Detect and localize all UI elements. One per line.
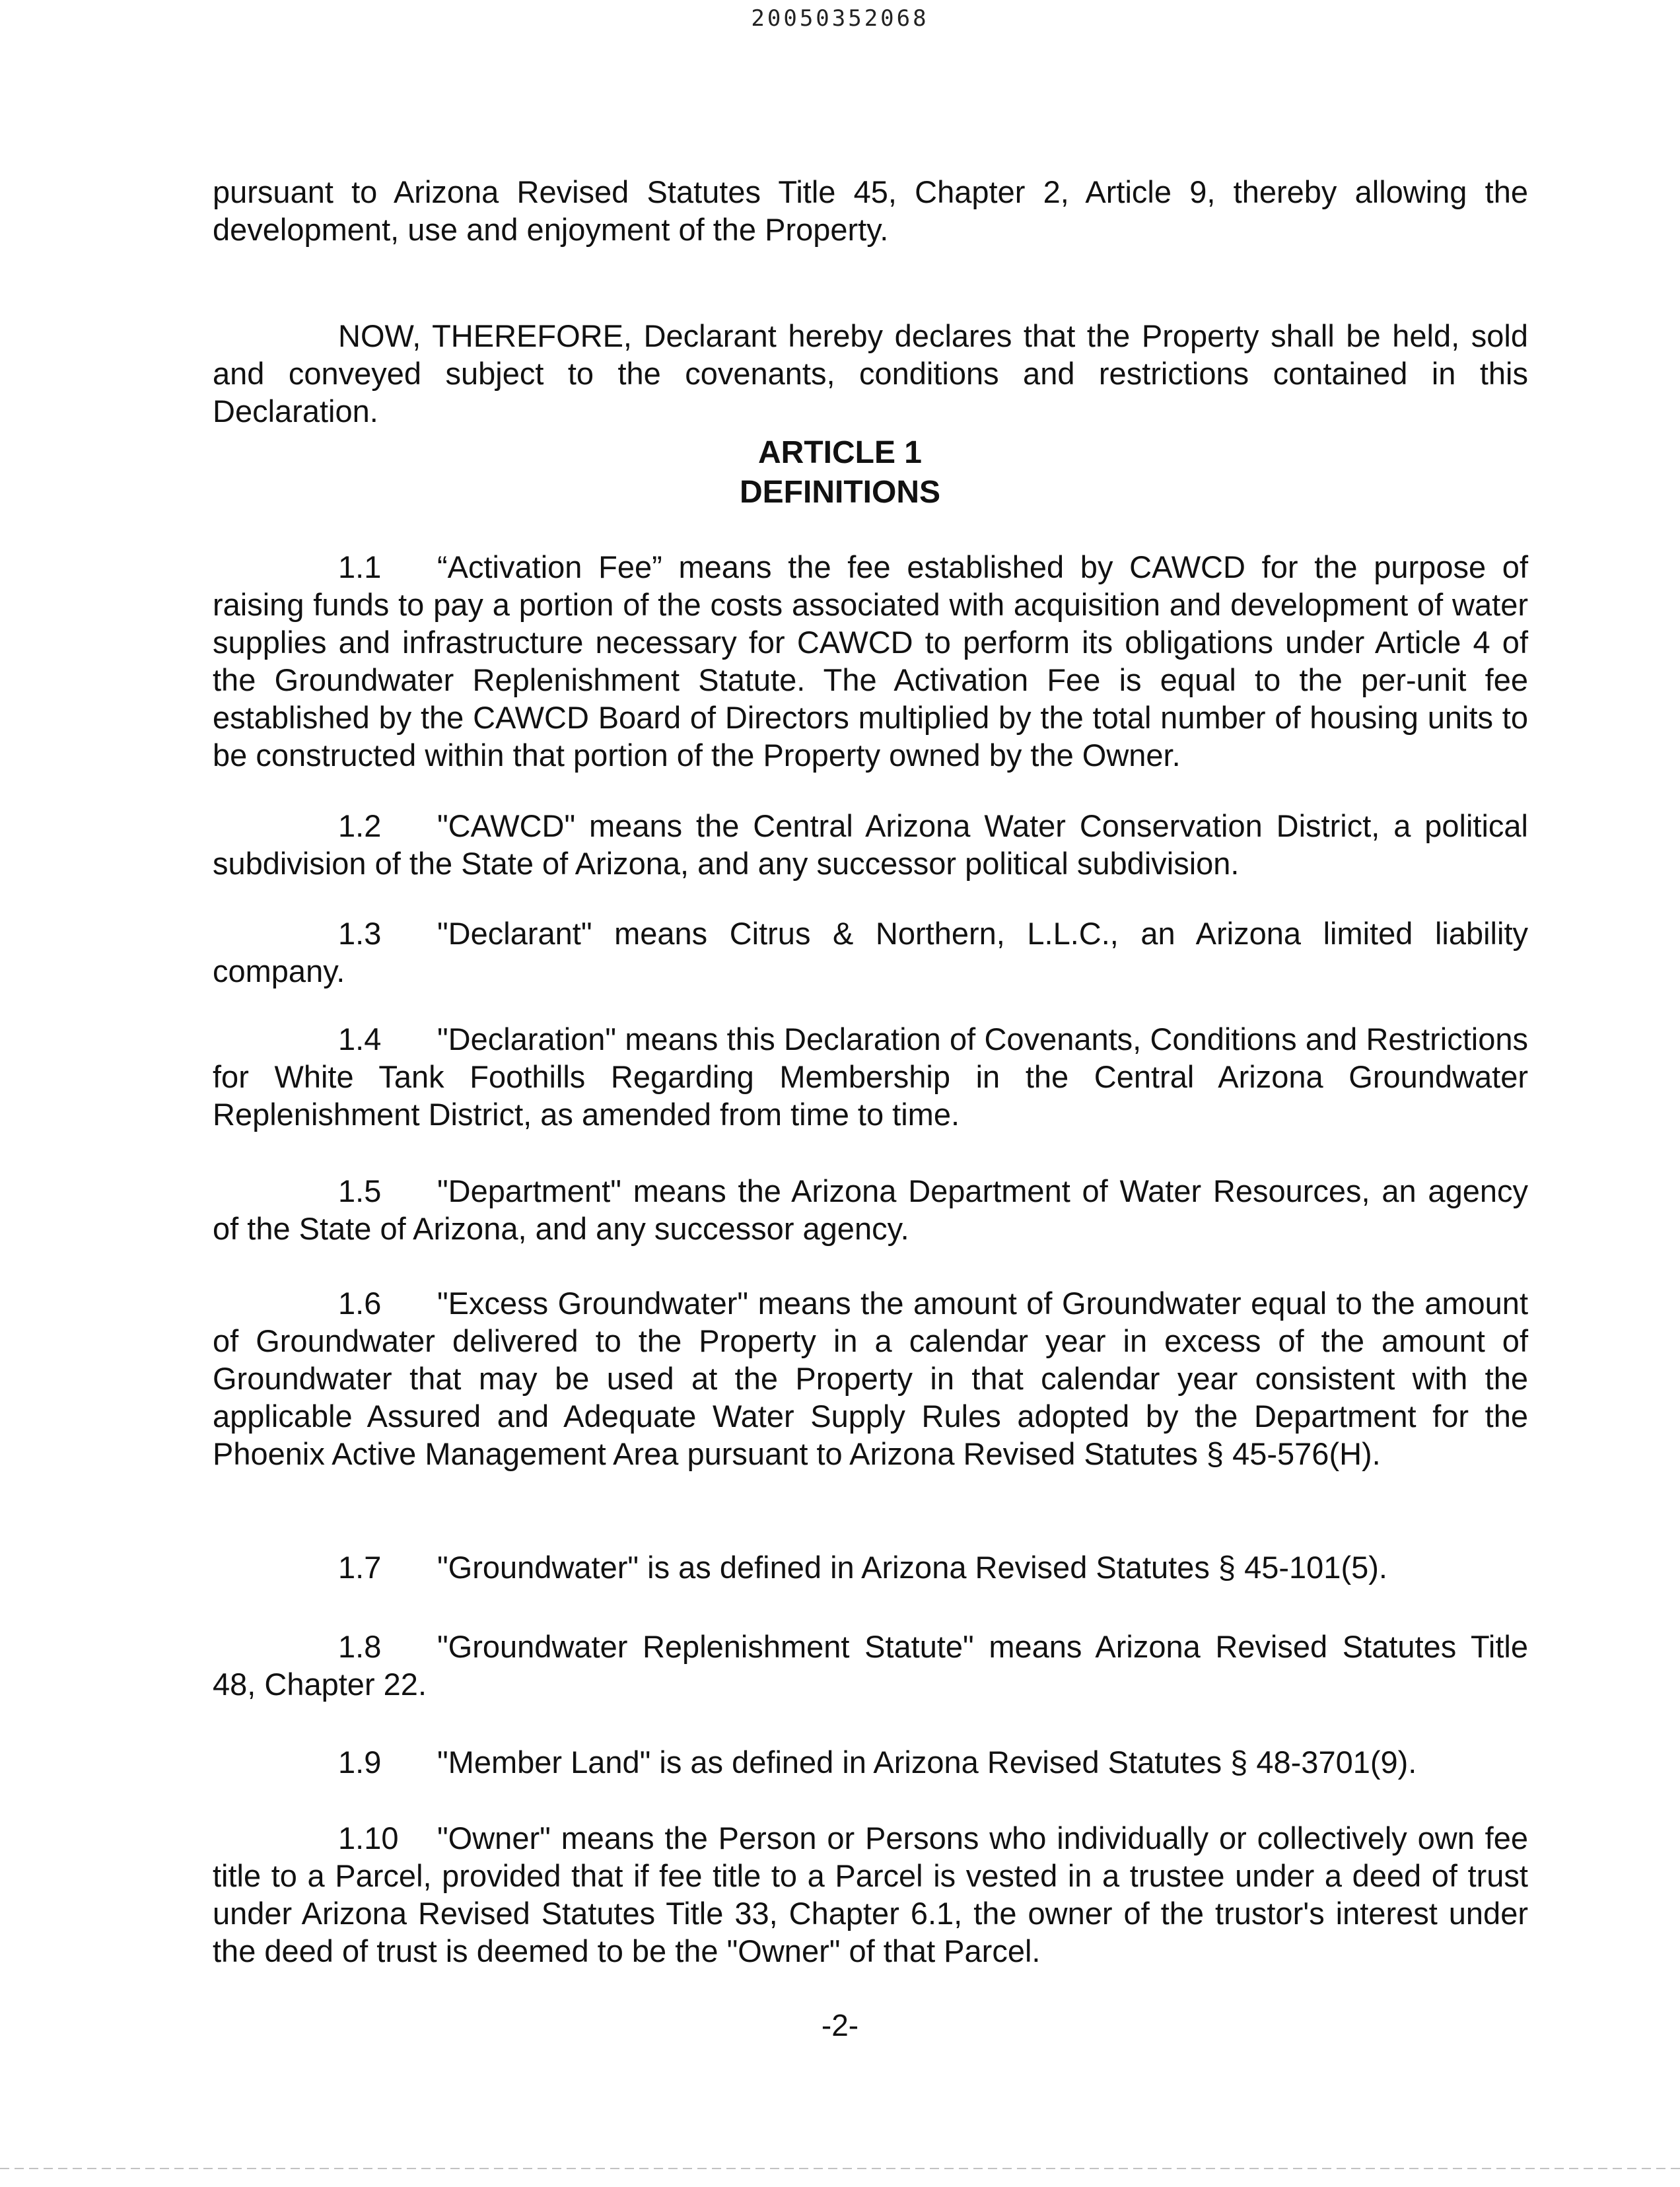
definition-1-10 bbox=[213, 1819, 1528, 1970]
definition-number: 1.6 bbox=[338, 1286, 382, 1321]
now-therefore-paragraph bbox=[213, 317, 1528, 430]
definition-1-2 bbox=[213, 807, 1528, 882]
definition-text: “Activation Fee” means the fee established by CAWCD for the purpose of raising funds to pay a portion of the costs associated with acquisition and development of water supplies and infrastructure necessary for CAWCD to perform its obligations under Article 4 of the Groundwater Replenishment Statute. The Activation Fee is equal to the per-unit fee established by the CAWCD Board of Directors multiplied by the total number of housing units to be constructed within that portion of the Property owned by the Owner. bbox=[213, 549, 1528, 773]
definition-text: "Owner" means the Person or Persons who individually or collectively own fee title to a Parcel, provided that if fee title to a Parcel is vested in a trustee under a deed of trust under Arizona Revised Statutes Title 33, Chapter 6.1, the owner of the trustor's interest under the deed of trust is deemed to be the "Owner" of that Parcel. bbox=[213, 1821, 1528, 1968]
definition-text: "CAWCD" means the Central Arizona Water Conservation District, a political subdivision of the State of Arizona, and any successor political subdivision. bbox=[213, 808, 1528, 881]
scan-artifact-line bbox=[0, 2168, 1680, 2169]
page-number: -2- bbox=[821, 2008, 859, 2042]
article-number: ARTICLE 1 bbox=[757, 435, 922, 470]
definition-number: 1.7 bbox=[338, 1550, 382, 1585]
now-therefore-text: NOW, THEREFORE, Declarant hereby declares that the Property shall be held, sold and conveyed subject to the covenants, conditions and restrictions contained in this Declaration. bbox=[213, 318, 1528, 429]
definition-number: 1.1 bbox=[338, 549, 382, 584]
intro-continuation: pursuant to Arizona Revised Statutes Title 45, Chapter 2, Article 9, thereby allowing the development, use and enjoyment of the Property. bbox=[213, 174, 1528, 247]
definition-text: "Excess Groundwater" means the amount of Groundwater equal to the amount of Groundwater delivered to the Property in a calendar year in excess of the amount of Groundwater that may be used at the Property in that calendar year consistent with the applicable Assured and Adequate Water Supply Rules adopted by the Department for the Phoenix Active Management Area pursuant to Arizona Revised Statutes § 45-576(H). bbox=[213, 1286, 1528, 1471]
definition-1-3 bbox=[213, 915, 1528, 990]
definition-1-5 bbox=[213, 1172, 1528, 1247]
definition-number: 1.2 bbox=[338, 808, 382, 843]
definition-text: "Declaration" means this Declaration of Covenants, Conditions and Restrictions for White Tank Foothills Regarding Membership in the Central Arizona Groundwater Replenishment District, as amended from time to time. bbox=[213, 1022, 1528, 1132]
definition-1-8 bbox=[213, 1628, 1528, 1703]
definition-text: "Member Land" is as defined in Arizona Revised Statutes § 48-3701(9). bbox=[437, 1745, 1417, 1780]
definition-text: "Department" means the Arizona Department of Water Resources, an agency of the State of Arizona, and any successor agency. bbox=[213, 1173, 1528, 1246]
definition-1-6 bbox=[213, 1284, 1528, 1473]
recording-number: 20050352068 bbox=[751, 5, 929, 32]
definition-number: 1.4 bbox=[338, 1022, 382, 1057]
definition-1-1 bbox=[213, 548, 1528, 774]
definition-number: 1.5 bbox=[338, 1173, 382, 1208]
definition-1-4 bbox=[213, 1020, 1528, 1133]
definition-number: 1.9 bbox=[338, 1745, 382, 1780]
definition-number: 1.10 bbox=[338, 1821, 399, 1856]
definition-1-7 bbox=[213, 1548, 1528, 1586]
definition-text: "Declarant" means Citrus & Northern, L.L.C., an Arizona limited liability company. bbox=[213, 916, 1528, 989]
definition-number: 1.3 bbox=[338, 916, 382, 951]
definition-1-9 bbox=[213, 1743, 1528, 1781]
definition-number: 1.8 bbox=[338, 1629, 382, 1664]
definition-text: "Groundwater" is as defined in Arizona Revised Statutes § 45-101(5). bbox=[437, 1550, 1387, 1585]
article-title: DEFINITIONS bbox=[739, 475, 940, 510]
definition-text: "Groundwater Replenishment Statute" means Arizona Revised Statutes Title 48, Chapter 22. bbox=[213, 1629, 1528, 1702]
